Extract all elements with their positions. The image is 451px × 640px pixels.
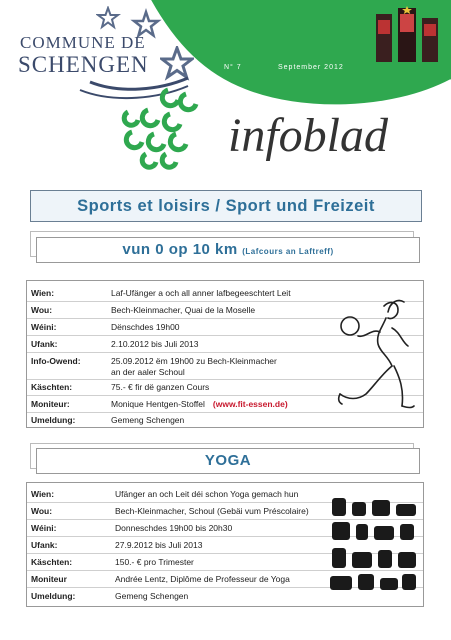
row-label: Wéini: bbox=[31, 523, 57, 533]
runner-illustration bbox=[336, 292, 420, 422]
yoga-poses-illustration bbox=[328, 494, 420, 596]
row-label: Umeldung: bbox=[31, 415, 76, 425]
row-value: Gemeng Schengen bbox=[111, 415, 185, 425]
issue-date: September 2012 bbox=[278, 64, 344, 71]
row-value: Ufänger an och Leit déi schon Yoga gemach hun bbox=[115, 489, 299, 499]
row-label: Wou: bbox=[31, 305, 53, 315]
website-link[interactable]: (www.fit-essen.de) bbox=[212, 399, 288, 409]
row-value: 75.- € fir dë ganzen Cours bbox=[111, 382, 210, 392]
row-label: Info-Owend: bbox=[31, 356, 81, 366]
row-value: Monique Hentgen-Stoffel bbox=[111, 399, 205, 409]
row-value: 150.- € pro Trimester bbox=[115, 557, 194, 567]
row-value: Bech-Kleinmacher, Schoul (Gebäi vum Préscolaire) bbox=[115, 506, 309, 516]
commune-name-line1: COMMUNE DE bbox=[20, 33, 146, 52]
row-label: Umeldung: bbox=[31, 591, 76, 601]
row-label: Käschten: bbox=[31, 382, 73, 392]
commune-name-line2: SCHENGEN bbox=[18, 52, 149, 77]
row-value: Laf-Ufänger a och all anner lafbegeeschtert Leit bbox=[111, 288, 291, 298]
row-value: 25.09.2012 ëm 19h00 zu Bech-Kleinmacher bbox=[111, 356, 277, 366]
logo-grape-icon bbox=[110, 84, 202, 170]
section-title: Sports et loisirs / Sport und Freizeit bbox=[77, 197, 375, 215]
row-label: Wéini: bbox=[31, 322, 57, 332]
yoga-banner bbox=[36, 448, 420, 474]
row-label: Moniteur bbox=[31, 574, 67, 584]
row-label: Wien: bbox=[31, 288, 55, 298]
run-title: vun 0 op 10 km bbox=[122, 241, 238, 258]
row-label: Ufank: bbox=[31, 339, 58, 349]
row-value: Dënschdes 19h00 bbox=[111, 322, 180, 332]
row-label: Wou: bbox=[31, 506, 53, 516]
yoga-title: YOGA bbox=[204, 452, 252, 469]
masthead-title: infoblad bbox=[228, 109, 389, 162]
row-label: Moniteur: bbox=[31, 399, 70, 409]
row-value: 27.9.2012 bis Juli 2013 bbox=[115, 540, 203, 550]
row-label: Wien: bbox=[31, 489, 55, 499]
row-label: Käschten: bbox=[31, 557, 73, 567]
row-label: Ufank: bbox=[31, 540, 58, 550]
run-banner bbox=[36, 237, 420, 263]
row-value: Andrée Lentz, Diplôme de Professeur de Yoga bbox=[115, 574, 290, 584]
issue-number: N° 7 bbox=[224, 64, 242, 71]
trophy-awards-image bbox=[372, 6, 444, 64]
row-value: Gemeng Schengen bbox=[115, 591, 189, 601]
row-value-line2: an der aaler Schoul bbox=[111, 367, 185, 377]
row-value: 2.10.2012 bis Juli 2013 bbox=[111, 339, 199, 349]
section-title-banner bbox=[30, 190, 422, 222]
run-subtitle: (Lafcours an Laftreff) bbox=[242, 247, 334, 256]
row-value: Donneschdes 19h00 bis 20h30 bbox=[115, 523, 233, 533]
row-value: Bech-Kleinmacher, Quai de la Moselle bbox=[111, 305, 256, 315]
